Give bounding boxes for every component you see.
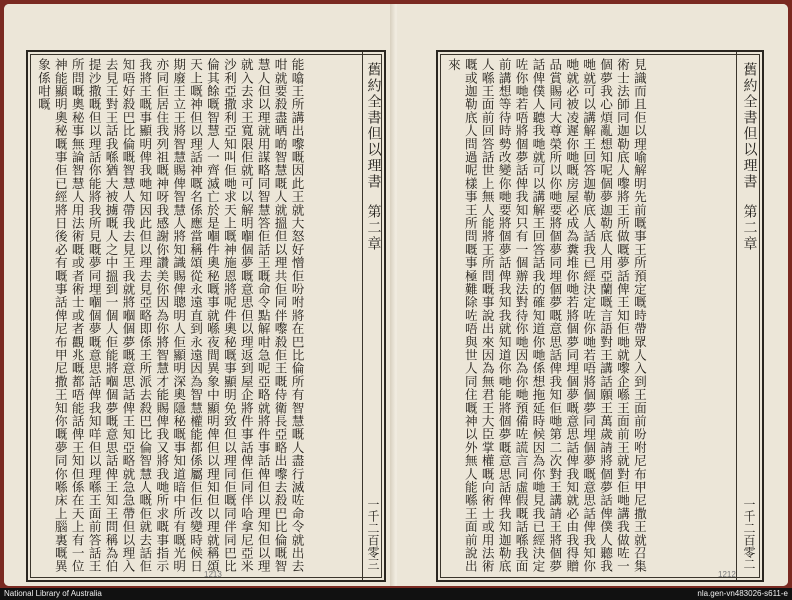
left-page-header xyxy=(362,52,384,580)
book-subtitle-right: 但以理書 xyxy=(741,126,758,190)
right-page-number: 一千二百零二 xyxy=(742,498,756,570)
footer-bar xyxy=(0,588,792,600)
right-page-text: 見識而且佢以理喻解明先前嘅事王所預定嘅時帶眾人入到王面前吩咐尼布甲尼撒王就召集術士法師同迦勒底人嚟將王所做嘅夢話俾王知佢哋就嚟企喺王面前王就對佢哋講我做咗一個夢我心煩亂想知呢個夢迦勒底人用亞蘭嘅言語對王講話願王萬歲請將個夢話俾僕人聽我哋就可以講解王回答迦勒底人話我已經決定咗你哋若唔將個夢同埋個夢嘅意思話俾我知你哋就必被凌遲你哋嘅房屋必成為糞堆你哋若將個夢同埋個夢嘅意思話俾我知就必由我得贈品賞賜同大尊榮所以你哋要將個夢同埋個夢嘅意思話俾我知佢哋第二次對王講請王將個夢話俾僕人聽我哋就可以講解王回答話我的確知道你哋係想拖延時候因為你哋見我已經決定咗你哋若唔將個夢話俾我知只有一個辦法對待你哋因為你哋預備咗謊言同虛假嘅話喺我面前講想等待時勢改變你哋要將個夢話俾我知我就知道你哋能將個夢嘅意思話俾我知迦勒底人喺王面前回答話世上無人能將王所問嘅事說出來因為無君王大臣掌權嘅向術士或用法術嘅或迦勒底人問過呢樣事王所問嘅事極難除咗唔與世人同住嘅神以外無人能喺王面前說出來 xyxy=(445,58,647,573)
footer-library: National Library of Australia xyxy=(4,589,102,598)
left-page-frame xyxy=(26,50,386,582)
book-title: 舊約全書 xyxy=(365,62,382,126)
left-page-text: 能噏王所講出嚟嘅因此王就大怒好憎佢吩咐將在巴比倫所有智慧嘅人盡行滅咗命令就出去咁就要殺盡晒啲智慧嘅人就搵但以理共佢同伴嚟殺佢王嘅侍衛長亞略出嚟去殺巴比倫嘅智慧人但以理就用謀略同智慧答佢話王嘅命令點解咁急呢亞略就將件事話俾但以理知但以理就入去求王寬限佢就可以解明嗰個夢嘅意思但以理返到屋企將件事話俾佢同伴哈拿尼亞米沙利亞撒利亞知叫佢哋求天上嘅神施恩將呢件奧秘嘅事顯明免致但以理同佢嘅同伴同巴比倫其餘嘅智慧人一齊滅亡於是嗰件奧秘嘅事就喺夜間異象中顯明俾但以理知但以理就稱頌天上嘅神但以理話神嘅名係應當稱頌從永遠直到永遠因為智慧權能都係屬佢佢改變時候日期廢王立王將智慧賜俾智慧人將知識賜俾聰明人佢顯明深奧隱秘嘅事知道暗中所有嘅光明亦同佢居住我列祖嘅神呀我感謝你讚美你因為你將智慧才能賜俾我又將我哋所求嘅事指示我將王嘅事顯明俾我哋知因此但以理去見亞略即係王所派去殺巴比倫智慧人嘅佢就去話佢知唔好殺巴比倫嘅智慧人帶我去見王我就將嗰個夢嘅意思話俾王知亞略就急急帶但以理入去見王對王話我喺猶大被擄嘅人之中搵到一個人佢能將嗰個夢嘅意思話俾王知王問稱為伯提沙撒嘅但以理話你能將我所見嘅夢同埋嗰個夢嘅意思話俾我知咩但以理喺王面前答話王所問嘅奧秘事無論智慧人用法術嘅或者術士或者觀兆嘅都唔能話俾王知但係在天上有一位神能顯明奧秘嘅事佢已經將日後必有嘅事話俾尼布甲尼撒王知你嘅夢同你喺床上腦裏嘅異象係咁嘅 xyxy=(35,58,305,573)
footer-identifier: nla.gen-vn483026-s611-e xyxy=(697,589,788,598)
left-page-number: 一千二百零三 xyxy=(366,498,380,570)
right-page-frame xyxy=(436,50,764,582)
right-pencil-note: 1212 xyxy=(718,570,736,579)
chapter-label: 第二章 xyxy=(365,204,382,252)
left-page xyxy=(4,4,394,586)
book-title-right: 舊約全書 xyxy=(741,62,758,126)
right-page xyxy=(398,4,788,586)
right-page-body xyxy=(444,58,732,574)
right-page-header xyxy=(736,52,762,580)
left-page-body xyxy=(34,58,358,574)
left-pencil-note: 1213 xyxy=(204,570,222,579)
chapter-label-right: 第二章 xyxy=(741,204,758,252)
book-spread xyxy=(4,4,788,586)
book-subtitle: 但以理書 xyxy=(365,126,382,190)
